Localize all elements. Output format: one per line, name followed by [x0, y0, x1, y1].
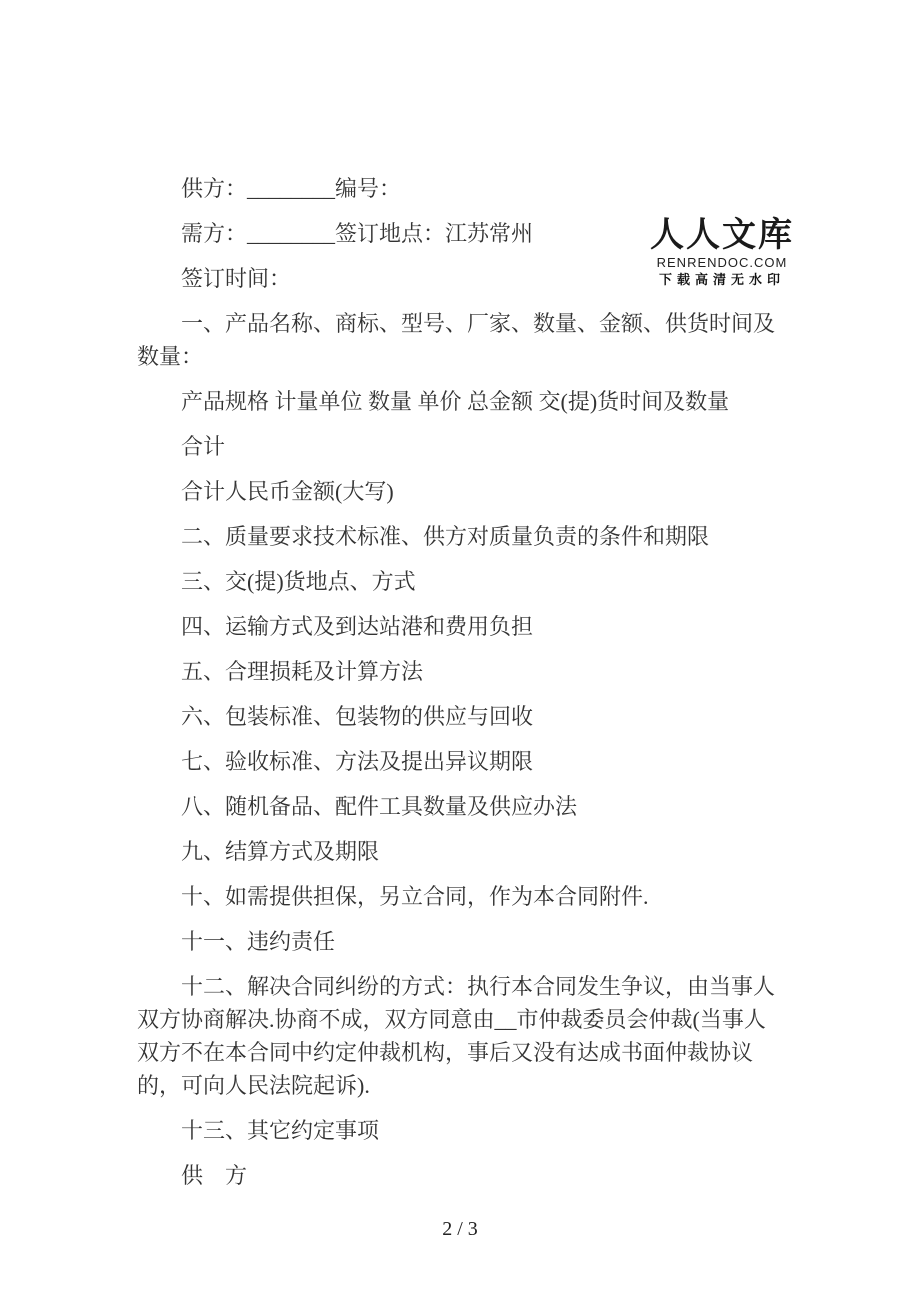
watermark-tagline: 下载高清无水印: [658, 271, 785, 287]
doc-paragraph-clause-9: 九、结算方式及期限: [181, 839, 380, 864]
doc-paragraph-clause-7: 七、验收标准、方法及提出异议期限: [181, 749, 534, 774]
doc-paragraph-clause-4: 四、运输方式及到达站港和费用负担: [181, 614, 534, 639]
doc-paragraph-clause-5: 五、合理损耗及计算方法: [181, 659, 424, 684]
page-number: 2 / 3: [442, 1218, 478, 1240]
doc-paragraph-buyer: 需方：________签订地点：江苏常州: [181, 221, 534, 246]
doc-paragraph-clause-12: 十二、解决合同纠纷的方式：执行本合同发生争议，由当事人双方协商解决.协商不成，双方同意由__市仲裁委员会仲裁(当事人双方不在本合同中约定仲裁机构，事后又没有达成书面仲裁协议的，可向人民法院起诉).: [137, 974, 776, 1098]
document-body: [137, 172, 787, 1204]
doc-paragraph-spec-header: 产品规格 计量单位 数量 单价 总金额 交(提)货时间及数量: [181, 389, 730, 414]
doc-paragraph-sign-time: 签订时间：: [181, 266, 292, 291]
doc-paragraph-clause-2: 二、质量要求技术标准、供方对质量负责的条件和期限: [181, 524, 710, 549]
watermark-logo: 人人文库: [650, 217, 794, 254]
watermark-domain: RENRENDOC.COM: [656, 254, 788, 270]
doc-paragraph-supplier-signature: 供 方: [181, 1163, 248, 1188]
doc-paragraph-clause-3: 三、交(提)货地点、方式: [181, 569, 416, 594]
doc-paragraph-clause-8: 八、随机备品、配件工具数量及供应办法: [181, 794, 578, 819]
doc-paragraph-clause-13: 十三、其它约定事项: [181, 1118, 380, 1143]
doc-paragraph-clause-10: 十、如需提供担保，另立合同，作为本合同附件.: [181, 884, 649, 909]
doc-paragraph-clause-6: 六、包装标准、包装物的供应与回收: [181, 704, 534, 729]
doc-paragraph-clause-1: 一、产品名称、商标、型号、厂家、数量、金额、供货时间及数量：: [137, 311, 776, 369]
doc-paragraph-total: 合计: [181, 434, 226, 459]
doc-paragraph-clause-11: 十一、违约责任: [181, 929, 336, 954]
doc-paragraph-supplier: 供方：________编号：: [181, 176, 402, 201]
doc-paragraph-total-amount: 合计人民币金额(大写): [181, 479, 394, 504]
